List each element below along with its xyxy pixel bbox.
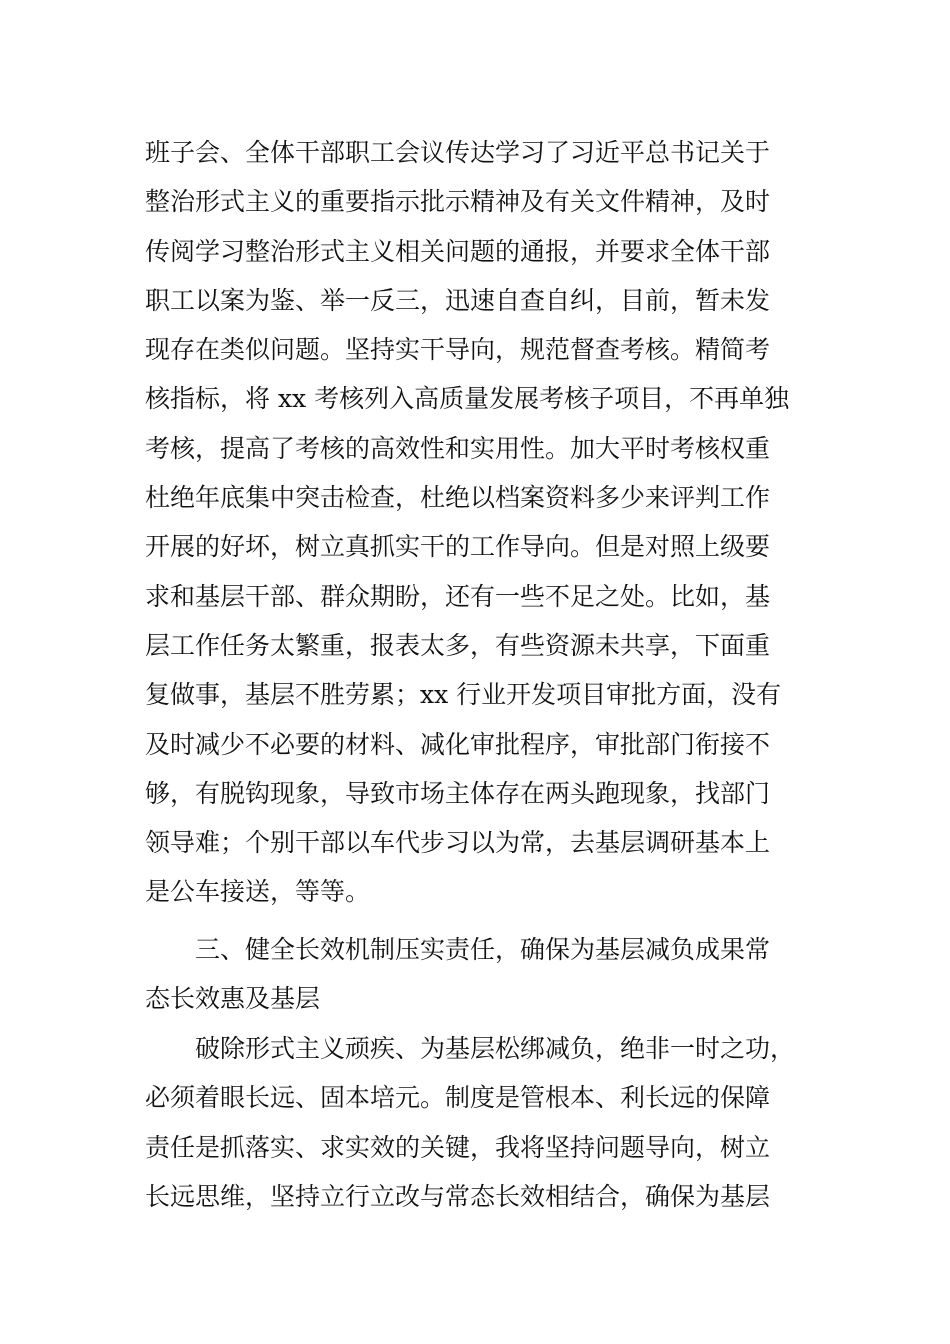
body-paragraph-1	[145, 128, 810, 917]
paragraph-line: 班子会、全体干部职工会议传达学习了习近平总书记关于	[145, 138, 771, 167]
paragraph-line: 是公车接送，等等。	[145, 877, 371, 907]
paragraph-line: 必须着眼长远、固本培元。制度是管根本、利长远的保障	[145, 1083, 771, 1113]
paragraph-line: 层工作任务太繁重，报表太多，有些资源未共享，下面重	[145, 630, 771, 660]
section-heading-3	[145, 925, 810, 1024]
body-paragraph-2	[145, 1024, 810, 1221]
heading-line: 三、健全长效机制压实责任，确保为基层减负成果常	[195, 935, 771, 964]
paragraph-line: 长远思维，坚持立行立改与常态长效相结合，确保为基层	[145, 1181, 771, 1211]
paragraph-line: 传阅学习整治形式主义相关问题的通报，并要求全体干部	[145, 236, 771, 266]
paragraph-line: 领导难；个别干部以车代步习以为常，去基层调研基本上	[145, 828, 771, 858]
paragraph-line: 开展的好坏，树立真抓实干的工作导向。但是对照上级要	[145, 532, 771, 562]
paragraph-line: 职工以案为鉴、举一反三，迅速自查自纠，目前，暂未发	[145, 285, 771, 315]
paragraph-line: 责任是抓落实、求实效的关键，我将坚持问题导向，树立	[145, 1132, 771, 1162]
paragraph-line: 核指标，将 xx 考核列入高质量发展考核子项目，不再单独	[145, 384, 790, 414]
paragraph-line: 现存在类似问题。坚持实干导向，规范督查考核。精简考	[145, 335, 771, 365]
paragraph-line: 整治形式主义的重要指示批示精神及有关文件精神，及时	[145, 187, 771, 217]
paragraph-line: 破除形式主义顽疾、为基层松绑减负，绝非一时之功，	[195, 1034, 796, 1063]
paragraph-line: 及时减少不必要的材料、减化审批程序，审批部门衔接不	[145, 729, 771, 759]
paragraph-line: 够，有脱钩现象，导致市场主体存在两头跑现象，找部门	[145, 778, 771, 808]
paragraph-line: 求和基层干部、群众期盼，还有一些不足之处。比如，基	[145, 581, 771, 611]
paragraph-line: 杜绝年底集中突击检查，杜绝以档案资料多少来评判工作	[145, 483, 771, 513]
paragraph-line: 考核，提高了考核的高效性和实用性。加大平时考核权重	[145, 433, 771, 463]
heading-line: 态长效惠及基层	[145, 984, 321, 1014]
paragraph-line: 复做事，基层不胜劳累；xx 行业开发项目审批方面，没有	[145, 680, 782, 710]
